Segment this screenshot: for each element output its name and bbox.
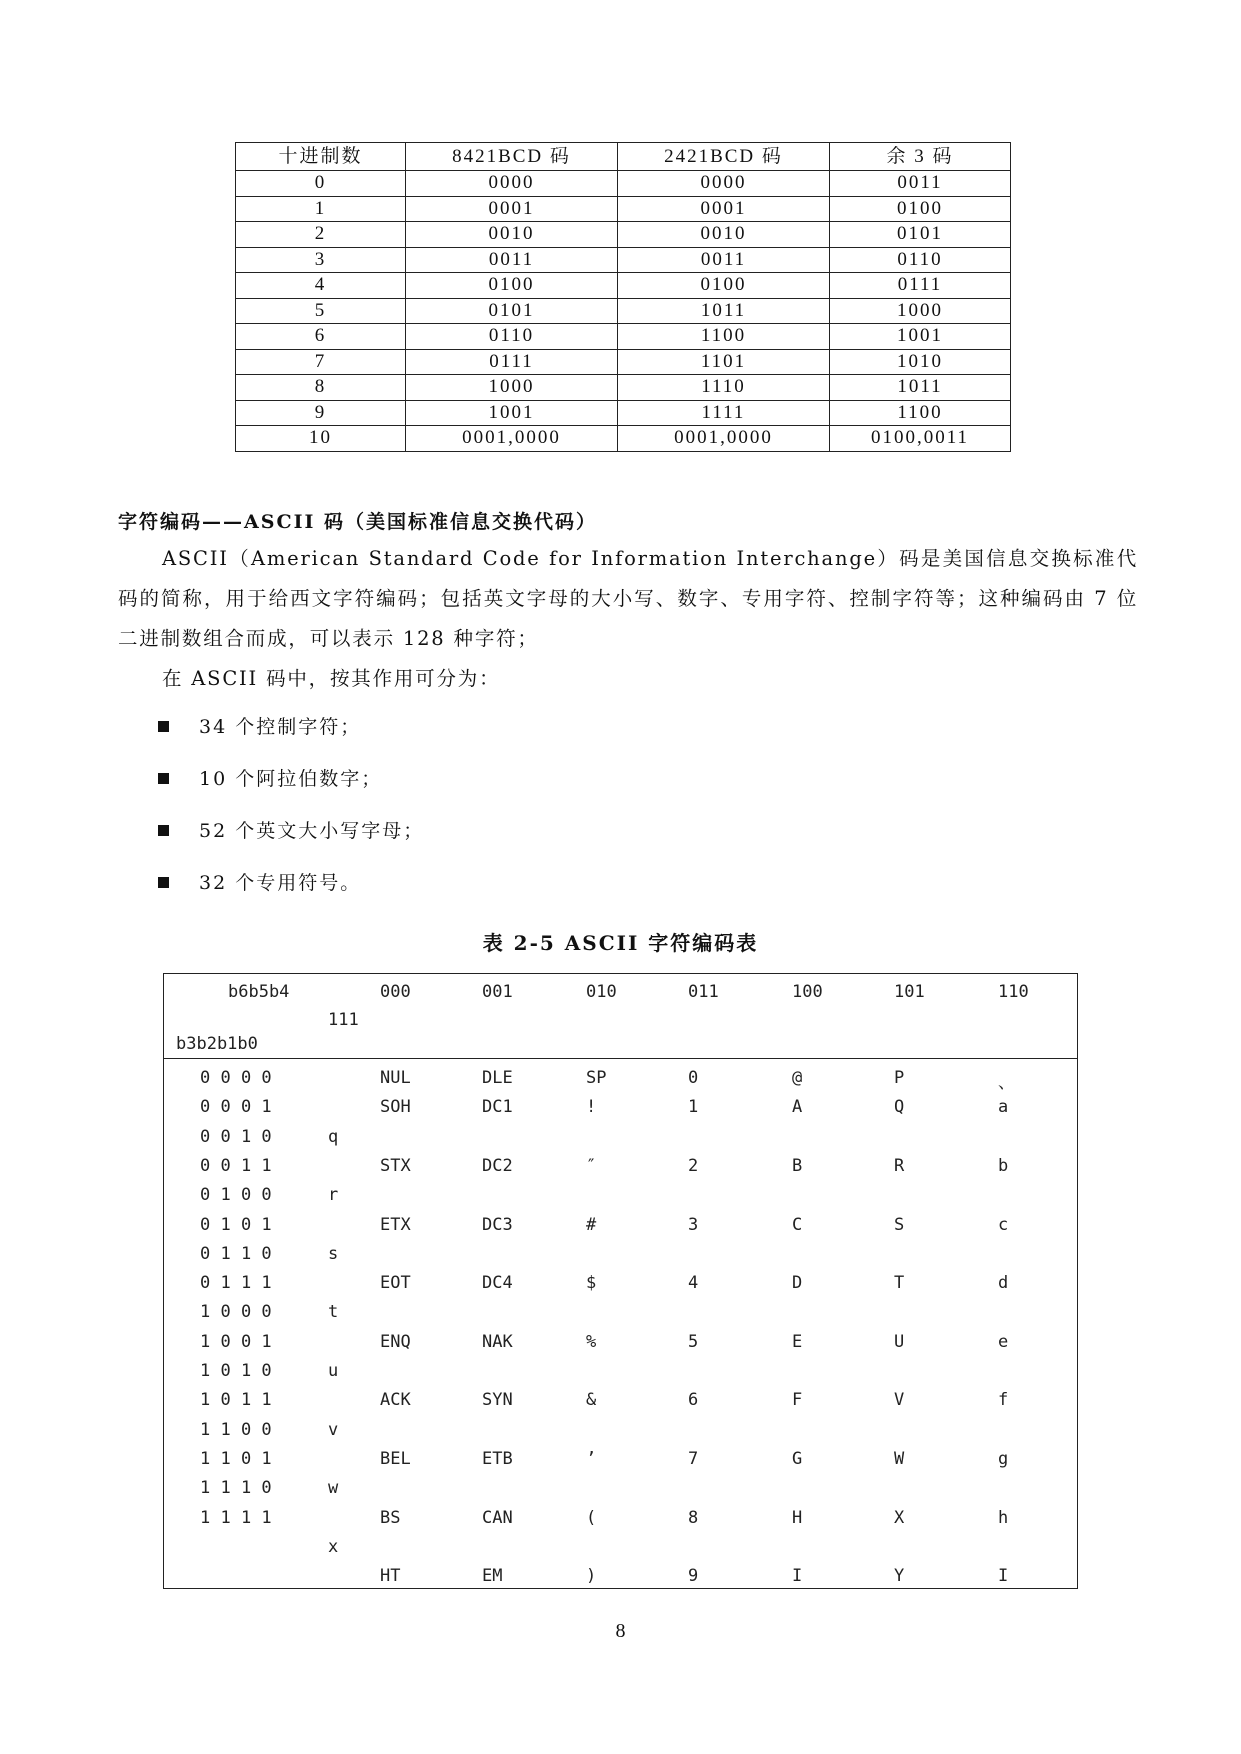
table-row	[164, 1390, 1077, 1420]
bcd-2421-cell: 0011	[618, 247, 830, 273]
ascii-char-cell: &	[586, 1390, 597, 1411]
table-row	[164, 1420, 1077, 1450]
ascii-char-cell: (	[586, 1507, 597, 1528]
list-item-text: 10 个阿拉伯数字；	[199, 768, 383, 790]
ascii-char-cell: 5	[688, 1331, 699, 1352]
ascii-char-cell: 0	[688, 1068, 699, 1088]
bcd-excess3-cell: 0110	[830, 247, 1011, 273]
ascii-char-cell: Y	[894, 1566, 905, 1587]
ascii-char-cell: ″	[586, 1155, 597, 1176]
ascii-row-code: 0 0 0 1	[200, 1097, 272, 1118]
bcd-decimal-cell: 0	[236, 171, 406, 197]
table-caption: 表 2-5 ASCII 字符编码表	[482, 931, 759, 955]
ascii-char-cell: 2	[688, 1155, 699, 1176]
ascii-row-code: 1 0 1 1	[200, 1390, 272, 1411]
bcd-decimal-cell: 7	[236, 349, 406, 375]
bcd-2421-cell: 1111	[618, 400, 830, 426]
category-list	[158, 707, 424, 915]
ascii-char-cell: 1	[688, 1097, 699, 1118]
bcd-code-table	[235, 142, 1011, 452]
ascii-row-code: 1 1 1 1	[200, 1507, 272, 1528]
ascii-column-code: 000	[380, 982, 411, 1002]
ascii-char-cell: q	[328, 1126, 339, 1147]
square-bullet-icon	[158, 773, 169, 784]
ascii-column-code: 100	[792, 982, 823, 1002]
bcd-excess3-cell: 0101	[830, 222, 1011, 248]
bcd-header-decimal: 十进制数	[236, 143, 406, 171]
table-row	[164, 1361, 1077, 1391]
ascii-char-cell: 7	[688, 1448, 699, 1469]
ascii-char-cell: G	[792, 1448, 803, 1469]
ascii-row-code: 1 0 1 0	[200, 1361, 272, 1381]
ascii-char-cell: U	[894, 1331, 905, 1352]
bcd-excess3-cell: 0100,0011	[830, 426, 1011, 452]
table-row	[236, 247, 1011, 273]
list-item	[158, 759, 424, 811]
list-item-text: 52 个英文大小写字母；	[199, 820, 425, 842]
ascii-char-cell: T	[894, 1273, 905, 1294]
bcd-decimal-cell: 5	[236, 298, 406, 324]
ascii-char-cell: c	[998, 1214, 1009, 1235]
ascii-char-cell: SYN	[482, 1390, 513, 1411]
bcd-2421-cell: 0010	[618, 222, 830, 248]
ascii-char-cell: 9	[688, 1566, 699, 1587]
bcd-decimal-cell: 9	[236, 400, 406, 426]
ascii-char-cell: t	[328, 1302, 339, 1323]
ascii-char-cell: NUL	[380, 1068, 411, 1088]
ascii-row-code: 1 0 0 1	[200, 1331, 272, 1352]
table-row	[164, 1127, 1077, 1157]
ascii-char-cell: ENQ	[380, 1331, 411, 1352]
ascii-char-cell: BS	[380, 1507, 401, 1528]
ascii-char-cell: g	[998, 1448, 1009, 1469]
table-row	[236, 375, 1011, 401]
ascii-char-cell: W	[894, 1448, 905, 1469]
ascii-char-cell: F	[792, 1390, 803, 1411]
bcd-2421-cell: 0001,0000	[618, 426, 830, 452]
list-item	[158, 811, 424, 863]
ascii-char-cell: DC1	[482, 1097, 513, 1118]
ascii-row-code: 1 0 0 0	[200, 1302, 272, 1323]
bcd-2421-cell: 1110	[618, 375, 830, 401]
bcd-8421-cell: 0000	[406, 171, 618, 197]
ascii-char-cell: %	[586, 1331, 597, 1352]
ascii-char-cell: x	[328, 1536, 339, 1557]
ascii-char-cell: C	[792, 1214, 803, 1235]
bcd-excess3-cell: 1011	[830, 375, 1011, 401]
ascii-char-cell: s	[328, 1243, 339, 1264]
ascii-char-cell: ACK	[380, 1390, 411, 1411]
ascii-char-cell: d	[998, 1273, 1009, 1294]
ascii-char-cell: ETB	[482, 1448, 513, 1469]
ascii-char-cell: DC2	[482, 1155, 513, 1176]
ascii-char-cell: SOH	[380, 1097, 411, 1118]
ascii-char-cell: f	[998, 1390, 1009, 1411]
bcd-2421-cell: 1011	[618, 298, 830, 324]
square-bullet-icon	[158, 825, 169, 836]
bcd-excess3-cell: 1001	[830, 324, 1011, 350]
ascii-column-code: 010	[586, 982, 617, 1002]
ascii-char-cell: E	[792, 1331, 803, 1352]
table-row	[236, 400, 1011, 426]
ascii-char-cell: DC3	[482, 1214, 513, 1235]
bcd-decimal-cell: 4	[236, 273, 406, 299]
bcd-8421-cell: 0001	[406, 196, 618, 222]
table-row	[236, 196, 1011, 222]
ascii-char-cell: CAN	[482, 1507, 513, 1528]
bcd-2421-cell: 1100	[618, 324, 830, 350]
table-row	[236, 426, 1011, 452]
table-row	[164, 1537, 1077, 1567]
list-item-text: 32 个专用符号。	[199, 872, 362, 894]
ascii-row-code: 0 0 0 0	[200, 1068, 272, 1088]
ascii-char-cell: )	[586, 1566, 597, 1587]
bcd-decimal-cell: 6	[236, 324, 406, 350]
bcd-excess3-cell: 0011	[830, 171, 1011, 197]
ascii-char-cell: HT	[380, 1566, 401, 1587]
ascii-char-cell: e	[998, 1331, 1009, 1352]
table-row	[236, 171, 1011, 197]
section-heading: 字符编码——ASCII 码（美国标准信息交换代码）	[118, 511, 597, 533]
bcd-header-row	[236, 143, 1011, 171]
bcd-2421-cell: 0000	[618, 171, 830, 197]
table-row	[236, 349, 1011, 375]
ascii-char-cell: Q	[894, 1097, 905, 1118]
ascii-char-cell: H	[792, 1507, 803, 1528]
ascii-row-code: 0 1 0 1	[200, 1214, 272, 1235]
table-row	[236, 222, 1011, 248]
ascii-char-cell: #	[586, 1214, 597, 1235]
ascii-column-code: 001	[482, 982, 513, 1002]
bcd-8421-cell: 0100	[406, 273, 618, 299]
ascii-char-cell: 4	[688, 1273, 699, 1294]
ascii-column-code: 101	[894, 982, 925, 1002]
bcd-excess3-cell: 0100	[830, 196, 1011, 222]
list-item-text: 34 个控制字符；	[199, 716, 362, 738]
ascii-char-cell: I	[792, 1566, 803, 1587]
bcd-2421-cell: 0001	[618, 196, 830, 222]
table-row	[164, 1215, 1077, 1245]
ascii-row-code: 0 1 1 0	[200, 1243, 272, 1264]
category-intro-paragraph: 在 ASCII 码中，按其作用可分为：	[162, 667, 501, 690]
ascii-header-high-bits: b6b5b4	[228, 982, 290, 1002]
ascii-code-table	[163, 973, 1078, 1589]
ascii-char-cell: $	[586, 1273, 597, 1294]
ascii-char-cell: NAK	[482, 1331, 513, 1352]
list-item	[158, 707, 424, 759]
ascii-char-cell: V	[894, 1390, 905, 1411]
ascii-char-cell: BEL	[380, 1448, 411, 1469]
ascii-column-code: 110	[998, 982, 1029, 1002]
table-row	[164, 1273, 1077, 1303]
table-row	[236, 273, 1011, 299]
bcd-8421-cell: 0101	[406, 298, 618, 324]
bcd-excess3-cell: 1010	[830, 349, 1011, 375]
ascii-char-cell: 6	[688, 1390, 699, 1411]
ascii-header-low-bits: b3b2b1b0	[176, 1034, 258, 1054]
ascii-char-cell: @	[792, 1068, 803, 1088]
bcd-decimal-cell: 2	[236, 222, 406, 248]
ascii-char-cell: w	[328, 1478, 339, 1499]
ascii-row-code: 0 1 0 0	[200, 1185, 272, 1206]
ascii-char-cell: 、	[998, 1073, 1015, 1093]
ascii-row-code: 0 0 1 0	[200, 1126, 272, 1147]
ascii-char-cell: ’	[586, 1448, 597, 1469]
bcd-excess3-cell: 0111	[830, 273, 1011, 299]
bcd-8421-cell: 1001	[406, 400, 618, 426]
bcd-decimal-cell: 10	[236, 426, 406, 452]
bcd-8421-cell: 1000	[406, 375, 618, 401]
intro-paragraph: ASCII（American Standard Code for Information Interchange）码是美国信息交换标准代码的简称，用于给西文字符编码；包括英文字母的大小写、数字、专用字符、控制字符等；这种编码由 7 位二进制数组合而成，可以表示 128 种字符；	[118, 547, 1138, 650]
table-row	[164, 1185, 1077, 1215]
ascii-char-cell: S	[894, 1214, 905, 1235]
table-row	[164, 1478, 1077, 1508]
ascii-char-cell: EM	[482, 1566, 503, 1587]
table-row	[164, 1156, 1077, 1186]
table-row	[164, 1508, 1077, 1538]
bcd-8421-cell: 0110	[406, 324, 618, 350]
ascii-char-cell: SP	[586, 1068, 607, 1088]
bcd-decimal-cell: 8	[236, 375, 406, 401]
ascii-char-cell: D	[792, 1273, 803, 1294]
ascii-char-cell: a	[998, 1097, 1009, 1118]
bcd-8421-cell: 0111	[406, 349, 618, 375]
ascii-column-code: 011	[688, 982, 719, 1002]
ascii-char-cell: DLE	[482, 1068, 513, 1088]
bcd-excess3-cell: 1000	[830, 298, 1011, 324]
ascii-row-code: 0 0 1 1	[200, 1155, 272, 1176]
ascii-char-cell: v	[328, 1419, 339, 1440]
bcd-8421-cell: 0011	[406, 247, 618, 273]
ascii-row-code: 0 1 1 1	[200, 1273, 272, 1294]
ascii-column-code: 111	[328, 1010, 359, 1030]
ascii-row-code: 1 1 0 1	[200, 1448, 272, 1469]
table-row	[164, 1332, 1077, 1362]
table-row	[164, 1302, 1077, 1332]
ascii-char-cell: STX	[380, 1155, 411, 1176]
bcd-decimal-cell: 1	[236, 196, 406, 222]
ascii-char-cell: X	[894, 1507, 905, 1528]
ascii-char-cell: ETX	[380, 1214, 411, 1235]
bcd-excess3-cell: 1100	[830, 400, 1011, 426]
ascii-char-cell: B	[792, 1155, 803, 1176]
table-row	[164, 1097, 1077, 1127]
ascii-row-code: 1 1 0 0	[200, 1419, 272, 1440]
ascii-char-cell: 3	[688, 1214, 699, 1235]
ascii-char-cell: DC4	[482, 1273, 513, 1294]
table-row	[236, 324, 1011, 350]
ascii-char-cell: r	[328, 1185, 339, 1206]
table-row	[164, 1068, 1077, 1098]
bcd-8421-cell: 0010	[406, 222, 618, 248]
ascii-char-cell: P	[894, 1068, 905, 1088]
page-number: 8	[615, 1620, 626, 1642]
table-row	[164, 1566, 1077, 1596]
bcd-header-excess3: 余 3 码	[830, 143, 1011, 171]
square-bullet-icon	[158, 721, 169, 732]
ascii-row-code: 1 1 1 0	[200, 1478, 272, 1499]
table-row	[164, 1244, 1077, 1274]
list-item	[158, 863, 424, 915]
ascii-table-header	[164, 974, 1077, 1059]
bcd-8421-cell: 0001,0000	[406, 426, 618, 452]
square-bullet-icon	[158, 877, 169, 888]
bcd-2421-cell: 1101	[618, 349, 830, 375]
ascii-char-cell: b	[998, 1155, 1009, 1176]
bcd-header-2421: 2421BCD 码	[618, 143, 830, 171]
ascii-char-cell: !	[586, 1097, 597, 1118]
bcd-decimal-cell: 3	[236, 247, 406, 273]
table-row	[164, 1449, 1077, 1479]
table-row	[236, 298, 1011, 324]
bcd-2421-cell: 0100	[618, 273, 830, 299]
ascii-char-cell: h	[998, 1507, 1009, 1528]
ascii-char-cell: A	[792, 1097, 803, 1118]
ascii-char-cell: R	[894, 1155, 905, 1176]
bcd-header-8421: 8421BCD 码	[406, 143, 618, 171]
ascii-char-cell: I	[998, 1566, 1009, 1587]
ascii-char-cell: 8	[688, 1507, 699, 1528]
ascii-char-cell: EOT	[380, 1273, 411, 1294]
ascii-char-cell: u	[328, 1361, 339, 1381]
